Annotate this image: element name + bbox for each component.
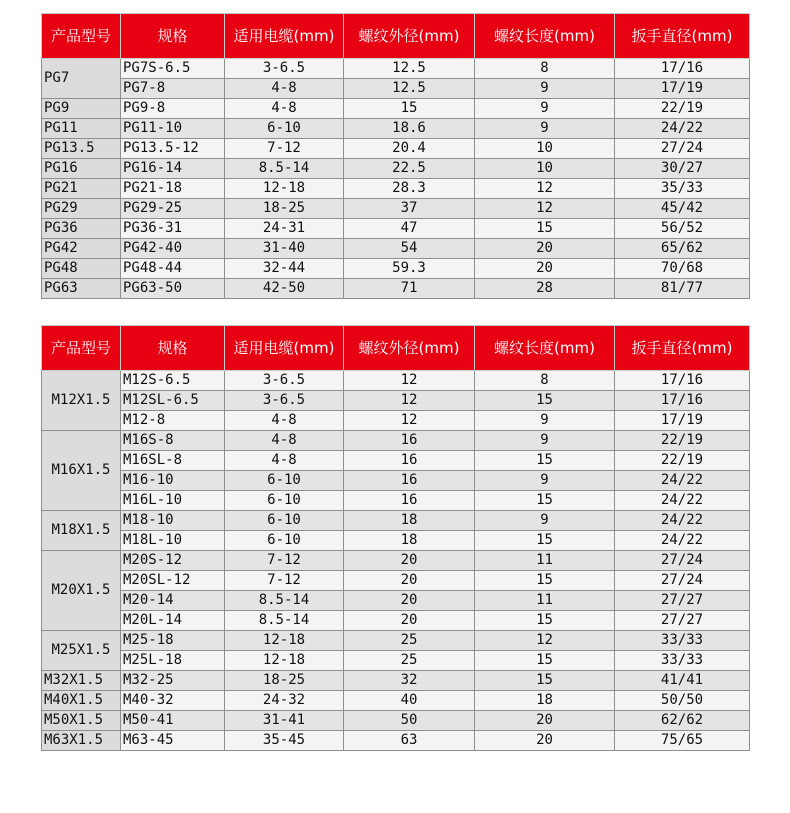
- cell-length: 10: [475, 159, 615, 179]
- cell-length: 12: [475, 199, 615, 219]
- cell-cable: 6-10: [225, 491, 344, 511]
- cell-wrench: 62/62: [615, 711, 750, 731]
- cell-length: 15: [475, 219, 615, 239]
- cell-wrench: 27/24: [615, 139, 750, 159]
- cell-wrench: 17/16: [615, 59, 750, 79]
- cell-wrench: 35/33: [615, 179, 750, 199]
- cell-outer: 50: [344, 711, 475, 731]
- cell-wrench: 24/22: [615, 511, 750, 531]
- cell-spec: M16SL-8: [121, 451, 225, 471]
- cell-spec: M20S-12: [121, 551, 225, 571]
- cell-length: 9: [475, 119, 615, 139]
- cell-cable: 7-12: [225, 571, 344, 591]
- table-header-row: [42, 14, 750, 59]
- table-row: [42, 239, 750, 259]
- cell-outer: 54: [344, 239, 475, 259]
- header-wrench: 扳手直径(mm): [615, 14, 750, 59]
- cell-outer: 22.5: [344, 159, 475, 179]
- table-row: [42, 99, 750, 119]
- cell-length: 9: [475, 411, 615, 431]
- cell-spec: M25-18: [121, 631, 225, 651]
- table-row: [42, 591, 750, 611]
- cell-length: 15: [475, 671, 615, 691]
- header-thread-outer: 螺纹外径(mm): [344, 14, 475, 59]
- cell-spec: PG13.5-12: [121, 139, 225, 159]
- cell-spec: M16L-10: [121, 491, 225, 511]
- cell-length: 11: [475, 591, 615, 611]
- pg-table-body: [42, 59, 750, 299]
- header-model: 产品型号: [42, 14, 121, 59]
- cell-length: 8: [475, 59, 615, 79]
- cell-spec: M16S-8: [121, 431, 225, 451]
- cell-wrench: 17/19: [615, 79, 750, 99]
- cell-cable: 24-31: [225, 219, 344, 239]
- cell-spec: PG16-14: [121, 159, 225, 179]
- cell-length: 9: [475, 431, 615, 451]
- cell-wrench: 65/62: [615, 239, 750, 259]
- cell-cable: 6-10: [225, 119, 344, 139]
- cell-outer: 20: [344, 551, 475, 571]
- cell-length: 9: [475, 471, 615, 491]
- table-row: [42, 511, 750, 531]
- cell-spec: PG36-31: [121, 219, 225, 239]
- cell-wrench: 24/22: [615, 491, 750, 511]
- header-model: 产品型号: [42, 326, 121, 371]
- table-row: [42, 259, 750, 279]
- header-cable: 适用电缆(mm): [225, 326, 344, 371]
- table-row: [42, 571, 750, 591]
- cell-outer: 37: [344, 199, 475, 219]
- cell-outer: 15: [344, 99, 475, 119]
- cell-length: 15: [475, 391, 615, 411]
- cell-model: M40X1.5: [42, 691, 121, 711]
- cell-outer: 25: [344, 631, 475, 651]
- cell-cable: 35-45: [225, 731, 344, 751]
- m-table-body: [42, 371, 750, 751]
- cell-outer: 18.6: [344, 119, 475, 139]
- cell-model: PG16: [42, 159, 121, 179]
- table-row: [42, 371, 750, 391]
- cell-wrench: 22/19: [615, 431, 750, 451]
- cell-wrench: 22/19: [615, 99, 750, 119]
- cell-model: PG9: [42, 99, 121, 119]
- cell-cable: 32-44: [225, 259, 344, 279]
- table-row: [42, 159, 750, 179]
- table-row: [42, 431, 750, 451]
- table-row: [42, 491, 750, 511]
- cell-spec: M12-8: [121, 411, 225, 431]
- cell-length: 9: [475, 99, 615, 119]
- cell-outer: 16: [344, 431, 475, 451]
- cell-length: 20: [475, 259, 615, 279]
- cell-spec: M50-41: [121, 711, 225, 731]
- header-spec: 规格: [121, 326, 225, 371]
- cell-outer: 25: [344, 651, 475, 671]
- table-row: [42, 711, 750, 731]
- header-spec: 规格: [121, 14, 225, 59]
- cell-wrench: 30/27: [615, 159, 750, 179]
- table-row: [42, 671, 750, 691]
- cell-model: PG29: [42, 199, 121, 219]
- cell-cable: 7-12: [225, 139, 344, 159]
- cell-wrench: 33/33: [615, 651, 750, 671]
- cell-length: 9: [475, 511, 615, 531]
- pg-spec-table: [41, 13, 750, 299]
- cell-spec: M40-32: [121, 691, 225, 711]
- cell-length: 20: [475, 711, 615, 731]
- cell-model: PG36: [42, 219, 121, 239]
- cell-length: 12: [475, 631, 615, 651]
- cell-outer: 32: [344, 671, 475, 691]
- table-row: [42, 391, 750, 411]
- cell-wrench: 27/27: [615, 591, 750, 611]
- cell-outer: 20: [344, 611, 475, 631]
- cell-cable: 31-41: [225, 711, 344, 731]
- cell-model: M18X1.5: [42, 511, 121, 551]
- cell-model: M16X1.5: [42, 431, 121, 511]
- table-row: [42, 611, 750, 631]
- cell-cable: 6-10: [225, 531, 344, 551]
- cell-model: PG7: [42, 59, 121, 99]
- cell-outer: 16: [344, 491, 475, 511]
- cell-cable: 18-25: [225, 671, 344, 691]
- header-cable: 适用电缆(mm): [225, 14, 344, 59]
- cell-spec: M63-45: [121, 731, 225, 751]
- cell-wrench: 27/24: [615, 551, 750, 571]
- cell-length: 15: [475, 571, 615, 591]
- cell-length: 15: [475, 651, 615, 671]
- table-row: [42, 79, 750, 99]
- cell-wrench: 33/33: [615, 631, 750, 651]
- cell-cable: 12-18: [225, 651, 344, 671]
- cell-cable: 4-8: [225, 99, 344, 119]
- table-row: [42, 179, 750, 199]
- table-row: [42, 411, 750, 431]
- cell-model: M63X1.5: [42, 731, 121, 751]
- cell-wrench: 56/52: [615, 219, 750, 239]
- cell-model: PG21: [42, 179, 121, 199]
- cell-outer: 12.5: [344, 59, 475, 79]
- table-row: [42, 691, 750, 711]
- cell-spec: M18-10: [121, 511, 225, 531]
- cell-cable: 4-8: [225, 411, 344, 431]
- table-row: [42, 651, 750, 671]
- cell-wrench: 27/24: [615, 571, 750, 591]
- header-thread-length: 螺纹长度(mm): [475, 326, 615, 371]
- cell-model: M25X1.5: [42, 631, 121, 671]
- cell-outer: 47: [344, 219, 475, 239]
- cell-spec: M32-25: [121, 671, 225, 691]
- cell-cable: 8.5-14: [225, 611, 344, 631]
- table-row: [42, 471, 750, 491]
- table-row: [42, 119, 750, 139]
- cell-length: 18: [475, 691, 615, 711]
- cell-cable: 4-8: [225, 79, 344, 99]
- cell-cable: 8.5-14: [225, 591, 344, 611]
- cell-outer: 12.5: [344, 79, 475, 99]
- cell-wrench: 27/27: [615, 611, 750, 631]
- cell-model: M32X1.5: [42, 671, 121, 691]
- cell-spec: M25L-18: [121, 651, 225, 671]
- cell-outer: 12: [344, 391, 475, 411]
- cell-length: 8: [475, 371, 615, 391]
- cell-cable: 8.5-14: [225, 159, 344, 179]
- cell-length: 10: [475, 139, 615, 159]
- cell-model: M20X1.5: [42, 551, 121, 631]
- cell-length: 12: [475, 179, 615, 199]
- cell-length: 11: [475, 551, 615, 571]
- cell-cable: 12-18: [225, 179, 344, 199]
- cell-wrench: 24/22: [615, 119, 750, 139]
- cell-model: PG48: [42, 259, 121, 279]
- cell-outer: 16: [344, 451, 475, 471]
- cell-outer: 12: [344, 411, 475, 431]
- cell-cable: 24-32: [225, 691, 344, 711]
- cell-length: 20: [475, 239, 615, 259]
- cell-spec: PG21-18: [121, 179, 225, 199]
- cell-cable: 4-8: [225, 451, 344, 471]
- cell-model: M50X1.5: [42, 711, 121, 731]
- table-row: [42, 631, 750, 651]
- cell-spec: PG11-10: [121, 119, 225, 139]
- header-thread-length: 螺纹长度(mm): [475, 14, 615, 59]
- m-spec-table: [41, 325, 750, 751]
- cell-outer: 20.4: [344, 139, 475, 159]
- cell-spec: PG7S-6.5: [121, 59, 225, 79]
- cell-cable: 31-40: [225, 239, 344, 259]
- cell-model: PG42: [42, 239, 121, 259]
- cell-outer: 59.3: [344, 259, 475, 279]
- cell-wrench: 41/41: [615, 671, 750, 691]
- cell-wrench: 75/65: [615, 731, 750, 751]
- cell-outer: 20: [344, 571, 475, 591]
- table-row: [42, 139, 750, 159]
- cell-spec: M12SL-6.5: [121, 391, 225, 411]
- cell-length: 15: [475, 451, 615, 471]
- cell-cable: 42-50: [225, 279, 344, 299]
- cell-spec: M20L-14: [121, 611, 225, 631]
- cell-length: 15: [475, 531, 615, 551]
- cell-wrench: 17/16: [615, 371, 750, 391]
- cell-model: PG13.5: [42, 139, 121, 159]
- cell-wrench: 50/50: [615, 691, 750, 711]
- cell-outer: 40: [344, 691, 475, 711]
- cell-spec: PG29-25: [121, 199, 225, 219]
- cell-spec: PG42-40: [121, 239, 225, 259]
- cell-outer: 12: [344, 371, 475, 391]
- cell-cable: 3-6.5: [225, 371, 344, 391]
- cell-wrench: 17/16: [615, 391, 750, 411]
- table-row: [42, 59, 750, 79]
- cell-cable: 6-10: [225, 511, 344, 531]
- cell-spec: PG7-8: [121, 79, 225, 99]
- cell-wrench: 81/77: [615, 279, 750, 299]
- cell-cable: 7-12: [225, 551, 344, 571]
- table-header-row: [42, 326, 750, 371]
- cell-cable: 3-6.5: [225, 391, 344, 411]
- cell-model: PG11: [42, 119, 121, 139]
- table-row: [42, 551, 750, 571]
- table-row: [42, 451, 750, 471]
- cell-wrench: 22/19: [615, 451, 750, 471]
- cell-model: M12X1.5: [42, 371, 121, 431]
- cell-outer: 20: [344, 591, 475, 611]
- table-row: [42, 219, 750, 239]
- header-wrench: 扳手直径(mm): [615, 326, 750, 371]
- cell-spec: PG63-50: [121, 279, 225, 299]
- cell-cable: 12-18: [225, 631, 344, 651]
- cell-length: 15: [475, 611, 615, 631]
- cell-model: PG63: [42, 279, 121, 299]
- cell-wrench: 70/68: [615, 259, 750, 279]
- cell-outer: 18: [344, 531, 475, 551]
- header-thread-outer: 螺纹外径(mm): [344, 326, 475, 371]
- cell-spec: PG48-44: [121, 259, 225, 279]
- cell-length: 28: [475, 279, 615, 299]
- cell-spec: M18L-10: [121, 531, 225, 551]
- cell-wrench: 17/19: [615, 411, 750, 431]
- cell-wrench: 45/42: [615, 199, 750, 219]
- cell-cable: 4-8: [225, 431, 344, 451]
- cell-spec: M20SL-12: [121, 571, 225, 591]
- cell-outer: 28.3: [344, 179, 475, 199]
- cell-spec: M12S-6.5: [121, 371, 225, 391]
- cell-wrench: 24/22: [615, 531, 750, 551]
- cell-length: 20: [475, 731, 615, 751]
- table-row: [42, 279, 750, 299]
- cell-outer: 16: [344, 471, 475, 491]
- cell-wrench: 24/22: [615, 471, 750, 491]
- table-row: [42, 731, 750, 751]
- cell-spec: M16-10: [121, 471, 225, 491]
- cell-cable: 6-10: [225, 471, 344, 491]
- table-row: [42, 531, 750, 551]
- cell-outer: 71: [344, 279, 475, 299]
- cell-length: 9: [475, 79, 615, 99]
- cell-spec: M20-14: [121, 591, 225, 611]
- cell-outer: 18: [344, 511, 475, 531]
- cell-outer: 63: [344, 731, 475, 751]
- cell-length: 15: [475, 491, 615, 511]
- table-row: [42, 199, 750, 219]
- cell-cable: 3-6.5: [225, 59, 344, 79]
- cell-spec: PG9-8: [121, 99, 225, 119]
- cell-cable: 18-25: [225, 199, 344, 219]
